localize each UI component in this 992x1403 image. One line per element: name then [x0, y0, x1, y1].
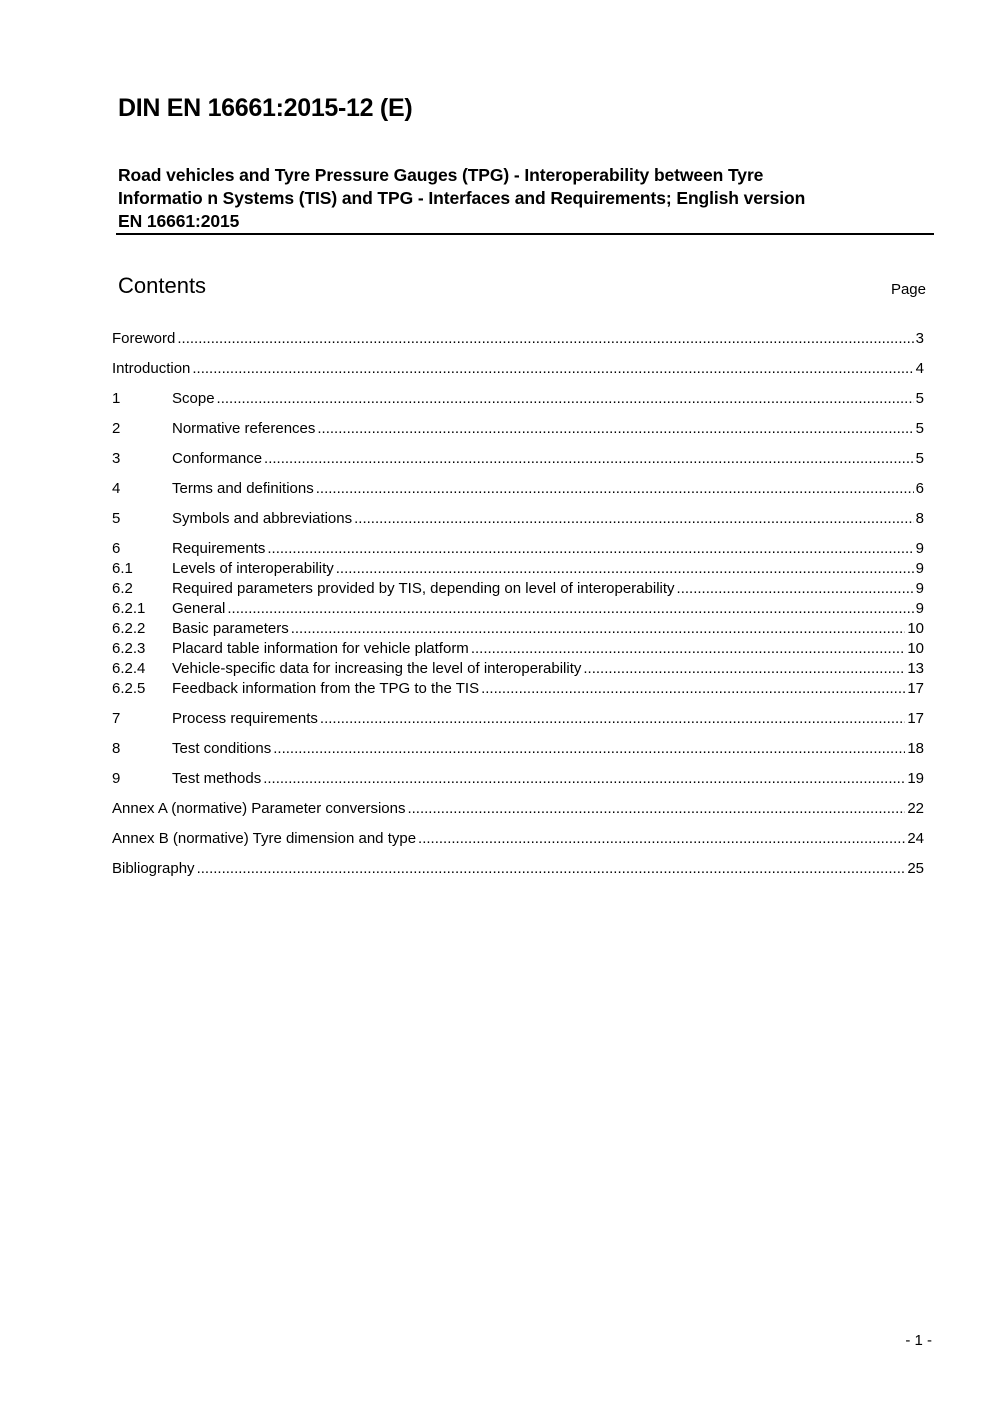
toc-entry-label: Annex A (normative) Parameter conversions — [112, 800, 406, 817]
toc-entry-number: 6.2.5 — [112, 680, 146, 697]
toc-entry-introduction[interactable] — [112, 359, 924, 379]
toc-entry-page: 9 — [915, 540, 924, 557]
toc-entry-page: 19 — [907, 770, 924, 787]
toc-entry-label: Feedback information from the TPG to the TIS — [172, 680, 480, 697]
toc-entry-bibliography[interactable] — [112, 859, 924, 879]
toc-leader-dots — [291, 619, 906, 639]
toc-leader-dots — [264, 449, 914, 469]
toc-entry-page: 18 — [907, 740, 924, 757]
toc-entry-page: 17 — [907, 710, 924, 727]
toc-entry-annex-b[interactable] — [112, 829, 924, 849]
toc-entry-page: 10 — [907, 640, 924, 657]
toc-entry-page: 8 — [915, 510, 924, 527]
toc-leader-dots — [197, 859, 906, 879]
toc-entry-label: Placard table information for vehicle platform — [172, 640, 469, 657]
document-id: DIN EN 16661:2015-12 (E) — [118, 94, 413, 122]
toc-leader-dots — [192, 359, 913, 379]
toc-entry-page: 9 — [915, 560, 924, 577]
toc-leader-dots — [320, 709, 905, 729]
toc-leader-dots — [471, 639, 906, 659]
toc-entry-page: 22 — [907, 800, 924, 817]
toc-entry-number: 3 — [112, 450, 121, 467]
toc-entry-number: 6.2.4 — [112, 660, 146, 677]
toc-entry-foreword[interactable] — [112, 329, 924, 349]
toc-entry-page: 9 — [915, 580, 924, 597]
toc-entry-label: Vehicle-specific data for increasing the level of interoperability — [172, 660, 582, 677]
toc-entry-label: Introduction — [112, 360, 191, 377]
toc-entry-number: 6.2.1 — [112, 600, 146, 617]
toc-entry-label: Basic parameters — [172, 620, 289, 637]
toc-entry-page: 17 — [907, 680, 924, 697]
toc-entry-page: 3 — [915, 330, 924, 347]
toc-entry-number: 6.2.2 — [112, 620, 146, 637]
toc-entry-4[interactable] — [112, 479, 924, 499]
toc-entry-label: Test methods — [172, 770, 262, 787]
toc-leader-dots — [227, 599, 913, 619]
toc-entry-page: 4 — [915, 360, 924, 377]
toc-entry-6-1[interactable] — [112, 559, 924, 579]
toc-entry-page: 13 — [907, 660, 924, 677]
toc-entry-label: Process requirements — [172, 710, 318, 727]
toc-leader-dots — [481, 679, 905, 699]
toc-entry-page: 10 — [907, 620, 924, 637]
toc-leader-dots — [317, 419, 913, 439]
document-title-line-2: Informatio n Systems (TIS) and TPG - Interfaces and Requirements; English version — [118, 188, 806, 208]
toc-entry-number: 8 — [112, 740, 121, 757]
toc-entry-6-2-1[interactable] — [112, 599, 924, 619]
toc-entry-6-2-3[interactable] — [112, 639, 924, 659]
toc-leader-dots — [273, 739, 905, 759]
toc-entry-5[interactable] — [112, 509, 924, 529]
toc-entry-number: 6.1 — [112, 560, 133, 577]
toc-entry-8[interactable] — [112, 739, 924, 759]
toc-entry-label: Terms and definitions — [172, 480, 314, 497]
toc-entry-number: 6.2.3 — [112, 640, 146, 657]
page-number: - 1 - — [905, 1332, 932, 1349]
toc-entry-number: 6 — [112, 540, 121, 557]
toc-entry-6-2-4[interactable] — [112, 659, 924, 679]
document-title-line-3: EN 16661:2015 — [118, 211, 240, 231]
toc-entry-label: Annex B (normative) Tyre dimension and type — [112, 830, 417, 847]
toc-entry-7[interactable] — [112, 709, 924, 729]
toc-entry-6-2-5[interactable] — [112, 679, 924, 699]
document-title — [118, 164, 934, 233]
toc-leader-dots — [217, 389, 914, 409]
toc-entry-label: Required parameters provided by TIS, depending on level of interoperability — [172, 580, 675, 597]
toc-entry-6-2-2[interactable] — [112, 619, 924, 639]
toc-entry-page: 5 — [915, 450, 924, 467]
toc-leader-dots — [316, 479, 914, 499]
toc-entry-page: 5 — [915, 390, 924, 407]
toc-entry-label: Normative references — [172, 420, 316, 437]
toc-leader-dots — [354, 509, 914, 529]
toc-entry-page: 24 — [907, 830, 924, 847]
toc-entry-annex-a[interactable] — [112, 799, 924, 819]
toc-leader-dots — [583, 659, 905, 679]
toc-entry-label: Symbols and abbreviations — [172, 510, 353, 527]
toc-entry-number: 7 — [112, 710, 121, 727]
toc-entry-9[interactable] — [112, 769, 924, 789]
toc-entry-6-2[interactable] — [112, 579, 924, 599]
toc-leader-dots — [677, 579, 914, 599]
contents-heading: Contents — [118, 273, 207, 298]
toc-entry-number: 2 — [112, 420, 121, 437]
toc-entry-label: General — [172, 600, 226, 617]
toc-entry-number: 4 — [112, 480, 121, 497]
toc-entry-6[interactable] — [112, 539, 924, 559]
document-title-line-1: Road vehicles and Tyre Pressure Gauges (TPG) - Interoperability between Tyre — [118, 165, 764, 185]
toc-leader-dots — [336, 559, 914, 579]
toc-entry-label: Requirements — [172, 540, 266, 557]
toc-entry-1[interactable] — [112, 389, 924, 409]
title-divider — [116, 233, 934, 235]
toc-leader-dots — [177, 329, 913, 349]
toc-leader-dots — [263, 769, 905, 789]
toc-entry-label: Scope — [172, 390, 215, 407]
toc-leader-dots — [418, 829, 905, 849]
toc-entry-2[interactable] — [112, 419, 924, 439]
toc-entry-number: 9 — [112, 770, 121, 787]
toc-entry-page: 5 — [915, 420, 924, 437]
toc-leader-dots — [407, 799, 905, 819]
toc-entry-page: 6 — [915, 480, 924, 497]
toc-entry-label: Conformance — [172, 450, 263, 467]
toc-entry-number: 1 — [112, 390, 121, 407]
toc-entry-label: Foreword — [112, 330, 176, 347]
toc-entry-label: Bibliography — [112, 860, 195, 877]
toc-entry-number: 5 — [112, 510, 121, 527]
toc-entry-page: 25 — [907, 860, 924, 877]
toc-leader-dots — [267, 539, 913, 559]
toc-entry-page: 9 — [915, 600, 924, 617]
toc-entry-number: 6.2 — [112, 580, 133, 597]
toc-entry-3[interactable] — [112, 449, 924, 469]
toc-entry-label: Levels of interoperability — [172, 560, 334, 577]
page-column-heading: Page — [890, 281, 926, 298]
toc-entry-label: Test conditions — [172, 740, 272, 757]
